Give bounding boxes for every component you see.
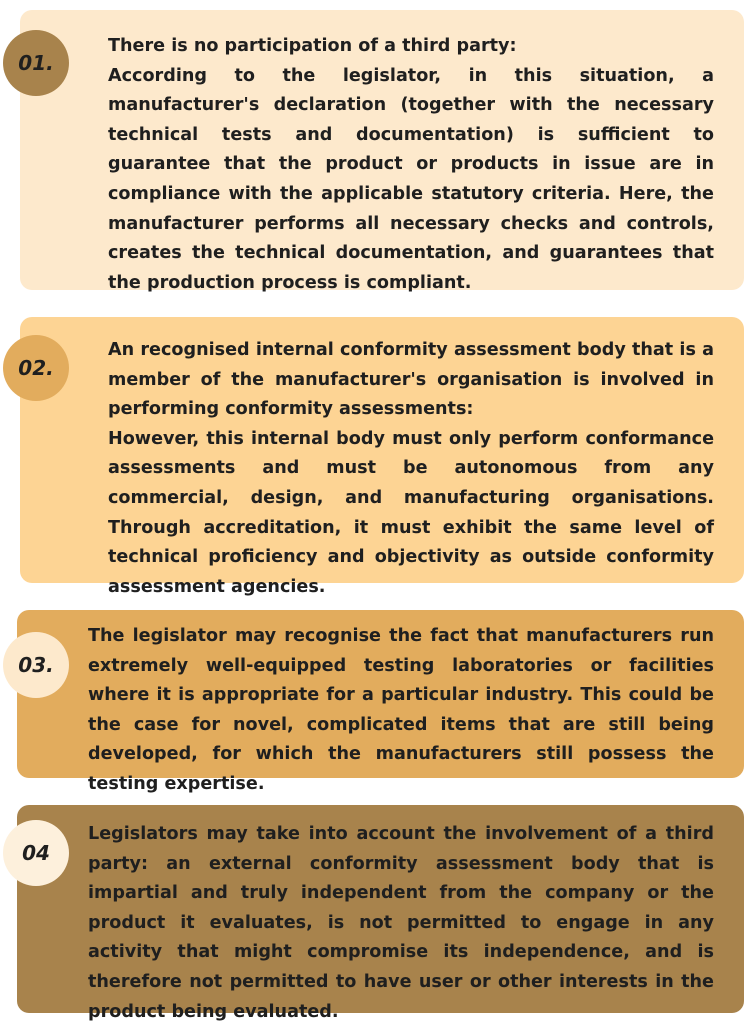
badge-03: 03.: [3, 632, 69, 698]
card-03-text: [88, 622, 714, 800]
card-02-body: However, this internal body must only perform conformance assessments and must be autonomous from any commercial, design, and manufacturing organisations. Through accreditation, it must exhibit the same level of technical proficiency and objectivity as outside conformity assessment agencies.: [108, 428, 714, 597]
card-01-body: According to the legislator, in this situation, a manufacturer's declaration (together with the necessary technical tests and documentation) is sufficient to guarantee that the product or products in issue are in compliance with the applicable statutory criteria. Here, the manufacturer performs all necessary checks and controls, creates the technical documentation, and guarantees that the production process is compliant.: [108, 65, 714, 293]
card-01: [20, 10, 744, 293]
card-04-body: Legislators may take into account the involvement of a third party: an external conformity assessment body that is impartial and truly independent from the company or the product it evaluates, is not permitted to engage in any activity that might compromise its independence, and is therefore not permitted to have user or other interests in the product being evaluated.: [88, 824, 714, 1022]
card-02: [20, 317, 744, 597]
card-01-heading: There is no participation of a third party:: [108, 36, 517, 56]
card-03-body: The legislator may recognise the fact that manufacturers run extremely well-equipped testing laboratories or facilities where it is appropriate for a particular industry. This could be the case for novel, complicated items that are still being developed, for which the manufacturers still possess the testing expertise.: [88, 626, 714, 794]
card-01-text: [108, 32, 714, 298]
card-04: [17, 805, 744, 1022]
card-02-heading: An recognised internal conformity assessment body that is a member of the manufacturer's organisation is involved in performing conformity assessments:: [108, 340, 714, 420]
badge-04: 04: [3, 820, 69, 886]
card-02-text: [108, 336, 714, 602]
badge-02: 02.: [3, 335, 69, 401]
badge-01: 01.: [3, 30, 69, 96]
card-03: [17, 610, 744, 794]
card-04-text: [88, 820, 714, 1027]
